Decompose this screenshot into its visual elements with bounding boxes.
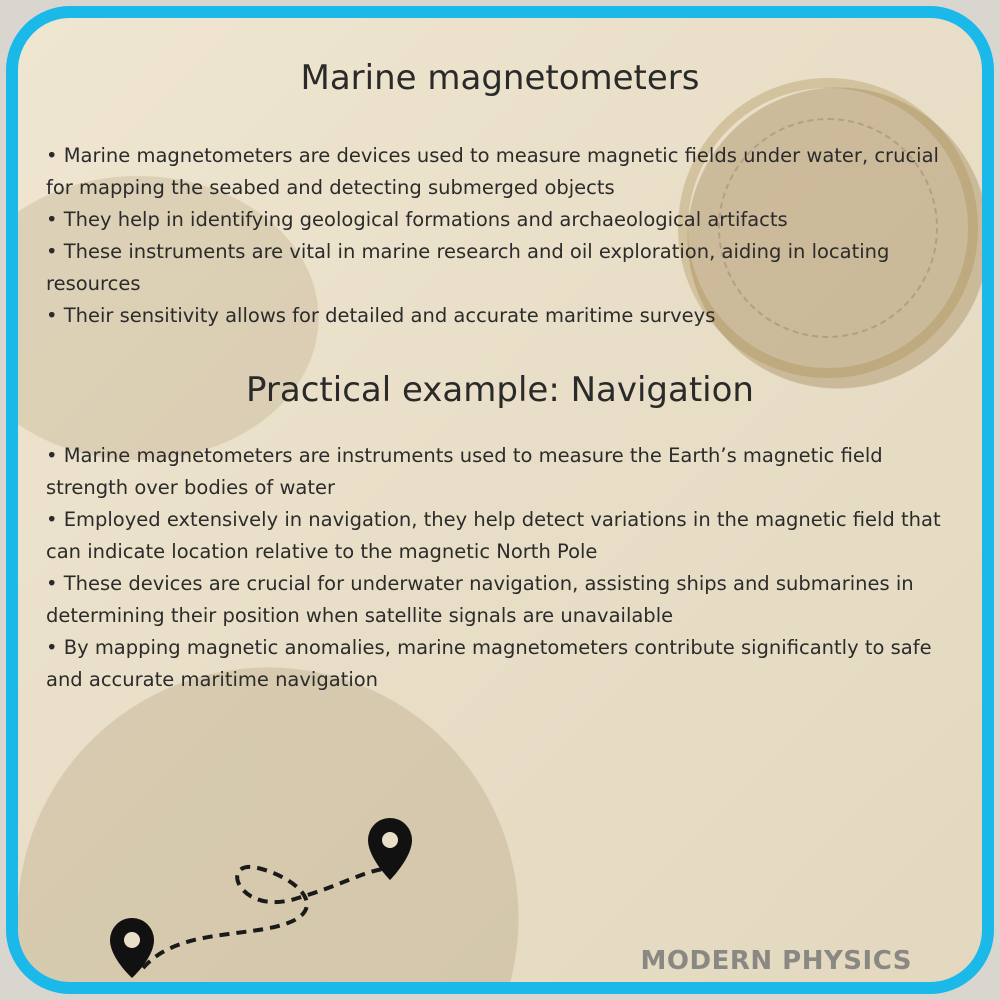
section-title: Marine magnetometers	[300, 58, 700, 98]
bullet-list	[46, 440, 962, 696]
bullet-item: • Marine magnetometers are instruments used to measure the Earth’s magnetic field strength over bodies of water	[46, 444, 883, 499]
bullet-list	[46, 140, 962, 332]
bullet-item: • Marine magnetometers are devices used to measure magnetic fields under water, crucial for mapping the seabed and detecting submerged objects	[46, 144, 939, 199]
bullet-item: • These instruments are vital in marine research and oil exploration, aiding in locating resources	[46, 240, 890, 295]
bullet-item: • They help in identifying geological formations and archaeological artifacts	[46, 208, 788, 231]
brand-logo: MODERN PHYSICS	[640, 946, 912, 976]
bullet-item: • Their sensitivity allows for detailed and accurate maritime surveys	[46, 304, 716, 327]
info-card	[6, 6, 994, 994]
map-pin-icon	[110, 918, 154, 978]
bullet-item: • These devices are crucial for underwater navigation, assisting ships and submarines in determining their position when satellite signals are unavailable	[46, 572, 914, 627]
bullet-item: • By mapping magnetic anomalies, marine magnetometers contribute significantly to safe and accurate maritime navigation	[46, 636, 932, 691]
section-title: Practical example: Navigation	[246, 370, 754, 410]
bullet-item: • Employed extensively in navigation, they help detect variations in the magnetic field that can indicate location relative to the magnetic North Pole	[46, 508, 941, 563]
route-illustration	[98, 798, 438, 988]
